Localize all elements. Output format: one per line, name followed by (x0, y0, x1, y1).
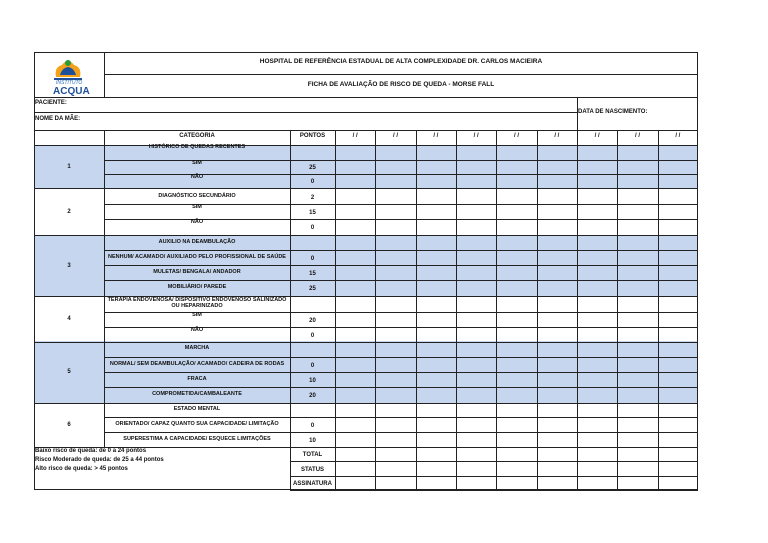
footer-cell[interactable] (376, 462, 414, 475)
group-number-3: 3 (67, 262, 71, 269)
score-cell[interactable] (538, 403, 576, 416)
score-cell[interactable] (336, 161, 374, 173)
score-cell[interactable] (578, 236, 616, 249)
score-cell[interactable] (659, 281, 697, 295)
score-cell[interactable] (497, 175, 535, 187)
score-cell[interactable] (457, 388, 495, 402)
footer-cell[interactable] (578, 448, 616, 460)
score-cell[interactable] (497, 161, 535, 173)
footer-cell[interactable] (376, 448, 414, 460)
date-header-5: / / (513, 133, 519, 139)
group-number-6: 6 (67, 421, 71, 428)
score-cell[interactable] (578, 373, 616, 386)
score-cell[interactable] (457, 281, 495, 295)
category-label: NORMAL/ SEM DEAMBULAÇÃO/ ACAMADO/ CADEIRA DE RODAS (109, 361, 285, 367)
score-cell[interactable] (457, 358, 495, 371)
score-cell[interactable] (618, 266, 656, 279)
date-header-4: / / (473, 133, 479, 139)
score-cell[interactable] (578, 220, 616, 234)
score-cell[interactable] (497, 190, 535, 203)
nascimento-label: DATA DE NASCIMENTO: (578, 109, 648, 115)
categoria-header: CATEGORIA (179, 133, 215, 139)
mae-label: NOME DA MÃE: (35, 116, 81, 122)
points-value: 10 (309, 437, 316, 444)
nascimento-field[interactable] (644, 106, 696, 118)
score-cell[interactable] (538, 342, 576, 356)
score-cell[interactable] (457, 236, 495, 249)
footer-cell[interactable] (618, 462, 656, 475)
form-title: FICHA DE AVALIAÇÃO DE RISCO DE QUEDA - MORSE FALL (307, 81, 495, 88)
score-cell[interactable] (376, 297, 414, 311)
hospital-name: HOSPITAL DE REFERÊNCIA ESTADUAL DE ALTA COMPLEXIDADE DR. CARLOS MACIEIRA (259, 58, 543, 65)
score-cell[interactable] (457, 220, 495, 234)
score-cell[interactable] (457, 297, 495, 311)
score-cell[interactable] (376, 190, 414, 203)
score-cell[interactable] (376, 342, 414, 356)
score-cell[interactable] (417, 418, 455, 431)
score-cell[interactable] (417, 313, 455, 326)
paciente-underline (34, 112, 577, 113)
score-cell[interactable] (618, 342, 656, 356)
score-cell[interactable] (578, 388, 616, 402)
legend-line: Baixo risco de queda: de 0 a 24 pontos (35, 448, 147, 454)
score-cell[interactable] (376, 161, 414, 173)
points-value: 20 (309, 393, 316, 399)
category-label: MULETAS/ BENGALA/ ANDADOR (153, 269, 241, 275)
score-cell[interactable] (376, 433, 414, 446)
date-header-2: / / (392, 133, 398, 139)
score-cell[interactable] (659, 297, 697, 311)
score-cell[interactable] (497, 388, 535, 402)
score-cell[interactable] (538, 433, 576, 446)
footer-cell[interactable] (336, 448, 374, 460)
score-cell[interactable] (618, 403, 656, 416)
score-cell[interactable] (417, 266, 455, 279)
mae-field[interactable] (80, 114, 575, 128)
category-label: NÃO (190, 327, 204, 333)
score-cell[interactable] (578, 146, 616, 159)
score-cell[interactable] (417, 373, 455, 386)
footer-cell[interactable] (417, 477, 455, 489)
score-cell[interactable] (336, 281, 374, 295)
score-cell[interactable] (417, 358, 455, 371)
date-header-6: / / (554, 133, 560, 139)
col-line-date (416, 130, 417, 490)
score-cell[interactable] (376, 388, 414, 402)
score-cell[interactable] (497, 403, 535, 416)
group-number-4: 4 (67, 316, 71, 322)
score-cell[interactable] (618, 236, 656, 249)
score-cell[interactable] (336, 403, 374, 416)
footer-cell[interactable] (336, 477, 374, 489)
category-label: MARCHA (184, 345, 210, 351)
logo-emblem-icon (48, 55, 88, 83)
table-top-line (34, 130, 698, 131)
score-cell[interactable] (497, 342, 535, 356)
score-cell[interactable] (376, 236, 414, 249)
score-cell[interactable] (578, 205, 616, 218)
score-cell[interactable] (578, 418, 616, 431)
score-cell[interactable] (497, 146, 535, 159)
date-header-1: / / (352, 133, 358, 139)
category-label: NENHUM/ ACAMADO/ AUXILIADO PELO PROFISSIONAL DE SAÚDE (108, 254, 286, 260)
category-label: ORIENTADO/ CAPAZ QUANTO SUA CAPACIDADE/ LIMITAÇÃO (115, 421, 279, 427)
score-cell[interactable] (497, 220, 535, 234)
score-cell[interactable] (457, 433, 495, 446)
score-cell[interactable] (376, 373, 414, 386)
col-line-date (658, 130, 659, 490)
score-cell[interactable] (659, 175, 697, 187)
score-cell[interactable] (618, 328, 656, 341)
score-cell[interactable] (659, 161, 697, 173)
score-cell[interactable] (578, 403, 616, 416)
score-cell[interactable] (336, 418, 374, 431)
score-cell[interactable] (417, 433, 455, 446)
score-cell[interactable] (659, 146, 697, 159)
score-cell[interactable] (578, 161, 616, 173)
score-cell[interactable] (376, 251, 414, 264)
category-label: DIAGNÓSTICO SECUNDÁRIO (158, 193, 236, 199)
category-label: MOBILIÁRIO/ PAREDE (167, 284, 227, 290)
paciente-field[interactable] (74, 98, 574, 111)
score-cell[interactable] (618, 175, 656, 187)
score-cell[interactable] (578, 281, 616, 295)
score-cell[interactable] (376, 328, 414, 341)
score-cell[interactable] (538, 418, 576, 431)
score-cell[interactable] (578, 251, 616, 264)
score-cell[interactable] (538, 266, 576, 279)
group-bottom-line (34, 188, 698, 189)
category-label: NÃO (190, 219, 204, 225)
score-cell[interactable] (376, 220, 414, 234)
category-label: TERAPIA ENDOVENOSA/ DISPOSITIVO ENDOVENOSO SALINIZADO OU HEPARINIZADO (107, 297, 287, 309)
score-cell[interactable] (417, 403, 455, 416)
score-cell[interactable] (336, 190, 374, 203)
score-cell[interactable] (457, 190, 495, 203)
score-cell[interactable] (538, 190, 576, 203)
outer-border-top (34, 52, 698, 53)
footer-cell[interactable] (659, 477, 697, 489)
footer-cell[interactable] (618, 448, 656, 460)
score-cell[interactable] (538, 313, 576, 326)
date-header-7: / / (594, 133, 600, 139)
points-value: 10 (309, 377, 316, 384)
score-cell[interactable] (376, 175, 414, 187)
footer-assinatura: ASSINATURA (293, 481, 332, 487)
score-cell[interactable] (457, 403, 495, 416)
score-cell[interactable] (538, 175, 576, 187)
score-cell[interactable] (376, 205, 414, 218)
category-label: ESTADO MENTAL (173, 406, 221, 412)
score-cell[interactable] (538, 161, 576, 173)
score-cell[interactable] (497, 205, 535, 218)
paciente-label: PACIENTE: (35, 100, 67, 106)
score-cell[interactable] (336, 236, 374, 249)
footer-cell[interactable] (618, 477, 656, 489)
score-cell[interactable] (618, 388, 656, 402)
score-cell[interactable] (618, 373, 656, 386)
score-cell[interactable] (659, 358, 697, 371)
score-cell[interactable] (578, 433, 616, 446)
score-cell[interactable] (457, 373, 495, 386)
score-cell[interactable] (618, 161, 656, 173)
score-cell[interactable] (417, 220, 455, 234)
group-number-2: 2 (67, 209, 71, 215)
points-value: 0 (310, 225, 315, 231)
footer-cell[interactable] (457, 462, 495, 475)
score-cell[interactable] (336, 146, 374, 159)
outer-border-right (697, 52, 698, 490)
score-cell[interactable] (336, 358, 374, 371)
category-label: SUPERESTIMA A CAPACIDADE/ ESQUECE LIMITAÇÕES (123, 436, 271, 442)
logo-acqua-text: ACQUA (53, 86, 90, 97)
score-cell[interactable] (336, 251, 374, 264)
score-cell[interactable] (659, 328, 697, 341)
header-row-line (104, 74, 698, 75)
score-cell[interactable] (538, 328, 576, 341)
score-cell[interactable] (417, 175, 455, 187)
points-value: 25 (309, 165, 316, 171)
score-cell[interactable] (659, 220, 697, 234)
score-cell[interactable] (336, 220, 374, 234)
col-line-date (537, 130, 538, 490)
score-cell[interactable] (376, 266, 414, 279)
legend-line: Risco Moderado de queda: de 25 a 44 pontos (35, 457, 164, 463)
category-label: FRACA (187, 376, 207, 382)
score-cell[interactable] (497, 373, 535, 386)
col-line-categoria (104, 130, 105, 447)
score-cell[interactable] (457, 342, 495, 356)
footer-cell[interactable] (336, 462, 374, 475)
score-cell[interactable] (659, 251, 697, 264)
score-cell[interactable] (336, 175, 374, 187)
score-cell[interactable] (659, 418, 697, 431)
score-cell[interactable] (659, 190, 697, 203)
score-cell[interactable] (659, 388, 697, 402)
score-cell[interactable] (538, 220, 576, 234)
score-cell[interactable] (417, 161, 455, 173)
score-cell[interactable] (417, 328, 455, 341)
score-cell[interactable] (618, 281, 656, 295)
score-cell[interactable] (457, 146, 495, 159)
score-cell[interactable] (457, 313, 495, 326)
score-cell[interactable] (497, 358, 535, 371)
category-label: SIM (192, 160, 202, 166)
score-cell[interactable] (659, 266, 697, 279)
score-cell[interactable] (659, 373, 697, 386)
pontos-header: PONTOS (299, 133, 326, 139)
score-cell[interactable] (538, 146, 576, 159)
footer-cell[interactable] (417, 448, 455, 460)
score-cell[interactable] (618, 205, 656, 218)
score-cell[interactable] (538, 281, 576, 295)
score-cell[interactable] (538, 205, 576, 218)
score-cell[interactable] (457, 205, 495, 218)
score-cell[interactable] (336, 205, 374, 218)
points-value: 0 (310, 422, 315, 429)
score-cell[interactable] (578, 358, 616, 371)
score-cell[interactable] (376, 358, 414, 371)
score-cell[interactable] (618, 251, 656, 264)
footer-total: TOTAL (302, 452, 323, 458)
score-cell[interactable] (376, 146, 414, 159)
points-value: 20 (309, 317, 316, 324)
score-cell[interactable] (417, 236, 455, 249)
footer-cell[interactable] (659, 448, 697, 460)
score-cell[interactable] (497, 433, 535, 446)
score-cell[interactable] (336, 433, 374, 446)
score-cell[interactable] (497, 328, 535, 341)
score-cell[interactable] (659, 342, 697, 356)
score-cell[interactable] (538, 236, 576, 249)
score-cell[interactable] (376, 313, 414, 326)
score-cell[interactable] (457, 175, 495, 187)
morse-fall-form (34, 52, 698, 490)
score-cell[interactable] (578, 190, 616, 203)
score-cell[interactable] (497, 297, 535, 311)
group-number-5: 5 (67, 369, 71, 375)
score-cell[interactable] (457, 251, 495, 264)
date-header-9: / / (675, 133, 681, 139)
score-cell[interactable] (659, 236, 697, 249)
score-cell[interactable] (538, 373, 576, 386)
category-label: AUXILIO NA DEAMBULAÇÃO (158, 239, 236, 245)
score-cell[interactable] (417, 251, 455, 264)
score-cell[interactable] (417, 388, 455, 402)
score-cell[interactable] (618, 297, 656, 311)
points-value: 0 (310, 362, 315, 369)
points-value: 0 (310, 179, 315, 185)
category-label: NÃO (190, 174, 204, 180)
points-value: 25 (309, 286, 316, 292)
score-cell[interactable] (618, 418, 656, 431)
score-cell[interactable] (457, 266, 495, 279)
footer-row-line (290, 490, 698, 491)
col-line-pontos (290, 130, 291, 490)
category-label: HISTÓRICO DE QUEDAS RECENTES (148, 144, 246, 150)
score-cell[interactable] (497, 266, 535, 279)
score-cell[interactable] (457, 328, 495, 341)
score-cell[interactable] (659, 313, 697, 326)
footer-status: STATUS (300, 466, 325, 473)
points-value: 0 (310, 255, 315, 262)
instituto-acqua-logo (48, 55, 88, 97)
footer-cell[interactable] (457, 477, 495, 489)
score-cell[interactable] (578, 313, 616, 326)
category-label: SIM (192, 204, 202, 210)
score-cell[interactable] (538, 358, 576, 371)
footer-cell[interactable] (417, 462, 455, 475)
category-label: SIM (192, 312, 202, 318)
score-cell[interactable] (457, 161, 495, 173)
footer-cell[interactable] (497, 462, 535, 475)
score-cell[interactable] (618, 146, 656, 159)
points-value: 15 (309, 270, 316, 277)
score-cell[interactable] (618, 220, 656, 234)
logo-instituto-text: INSTITUTO (56, 80, 83, 86)
score-cell[interactable] (659, 403, 697, 416)
score-cell[interactable] (376, 418, 414, 431)
score-cell[interactable] (538, 297, 576, 311)
points-value: 0 (310, 332, 315, 339)
col-line-date (577, 130, 578, 490)
score-cell[interactable] (497, 251, 535, 264)
score-cell[interactable] (618, 433, 656, 446)
score-cell[interactable] (578, 266, 616, 279)
category-label: COMPROMETIDA/CAMBALEANTE (152, 391, 242, 397)
score-cell[interactable] (336, 388, 374, 402)
score-cell[interactable] (376, 281, 414, 295)
col-line-date (375, 130, 376, 490)
score-cell[interactable] (618, 313, 656, 326)
footer-cell[interactable] (538, 448, 576, 460)
footer-cell[interactable] (376, 477, 414, 489)
footer-cell[interactable] (538, 477, 576, 489)
footer-cell[interactable] (578, 477, 616, 489)
points-value: 2 (310, 194, 315, 201)
footer-cell[interactable] (497, 477, 535, 489)
score-cell[interactable] (336, 297, 374, 311)
score-cell[interactable] (417, 297, 455, 311)
footer-cell[interactable] (457, 448, 495, 460)
footer-cell[interactable] (578, 462, 616, 475)
score-cell[interactable] (497, 236, 535, 249)
score-cell[interactable] (336, 266, 374, 279)
score-cell[interactable] (497, 313, 535, 326)
col-line-date (617, 130, 618, 490)
footer-cell[interactable] (659, 462, 697, 475)
date-header-8: / / (634, 133, 640, 139)
score-cell[interactable] (417, 342, 455, 356)
col-line-date (456, 130, 457, 490)
points-value: 15 (309, 209, 316, 216)
score-cell[interactable] (376, 403, 414, 416)
score-cell[interactable] (497, 281, 535, 295)
score-cell[interactable] (578, 342, 616, 356)
score-cell[interactable] (659, 433, 697, 446)
legend-line: Alto risco de queda: > 45 pontos (35, 466, 128, 472)
score-cell[interactable] (336, 342, 374, 356)
score-cell[interactable] (618, 358, 656, 371)
footer-cell[interactable] (497, 448, 535, 460)
score-cell[interactable] (659, 205, 697, 218)
score-cell[interactable] (336, 373, 374, 386)
col-line-date (335, 130, 336, 490)
score-cell[interactable] (417, 281, 455, 295)
score-cell[interactable] (417, 205, 455, 218)
score-cell[interactable] (578, 297, 616, 311)
footer-cell[interactable] (538, 462, 576, 475)
col-line-date (496, 130, 497, 490)
score-cell[interactable] (457, 418, 495, 431)
score-cell[interactable] (417, 190, 455, 203)
score-cell[interactable] (497, 418, 535, 431)
score-cell[interactable] (336, 313, 374, 326)
score-cell[interactable] (538, 388, 576, 402)
score-cell[interactable] (336, 328, 374, 341)
date-header-3: / / (433, 133, 439, 139)
score-cell[interactable] (618, 190, 656, 203)
score-cell[interactable] (417, 146, 455, 159)
score-cell[interactable] (578, 328, 616, 341)
score-cell[interactable] (578, 175, 616, 187)
group-number-1: 1 (67, 163, 71, 170)
score-cell[interactable] (538, 251, 576, 264)
